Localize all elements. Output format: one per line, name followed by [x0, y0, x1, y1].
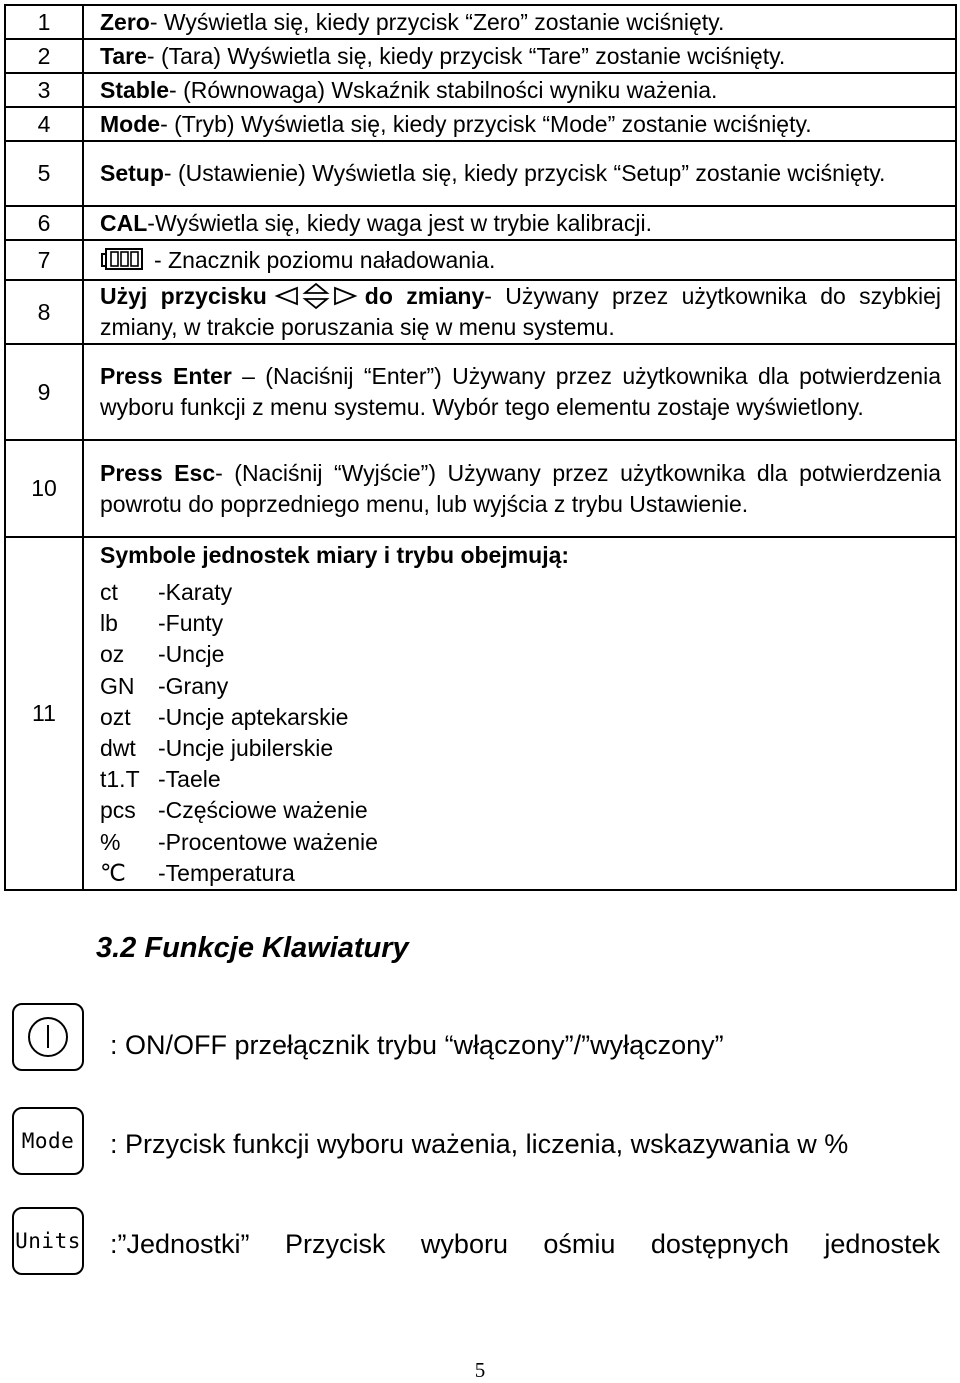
term-explanation: - (Naciśnij “Wyjście”) Używany przez użytkownika dla potwierdzenia powrotu do poprzedniego menu, lub wyjścia z trybu Ustawienie. — [100, 459, 941, 517]
unit-description: -Grany — [158, 672, 229, 699]
row-number: 9 — [5, 344, 83, 440]
term-explanation: - (Tara) Wyświetla się, kiedy przycisk “Tare” zostanie wciśnięty. — [146, 42, 786, 69]
row-number: 5 — [5, 141, 83, 206]
term-explanation: - Używany przez użytkownika do szybkiej zmiany, w trakcie poruszania się w menu systemu. — [100, 283, 941, 340]
term: CAL — [100, 209, 148, 236]
term-explanation: – (Naciśnij “Enter”) Używany przez użytkownika dla potwierdzenia wyboru funkcji z menu systemu. Wybór tego elementu zostaje wyświetlony. — [100, 363, 941, 420]
term: Stable — [100, 76, 170, 103]
term-explanation: - Znacznik poziomu naładowania. — [154, 246, 496, 273]
term-explanation: - (Tryb) Wyświetla się, kiedy przycisk “Mode” zostanie wciśnięty. — [160, 110, 812, 137]
unit-symbol: ozt — [100, 703, 131, 730]
row-description — [83, 206, 956, 240]
table-row — [5, 73, 956, 107]
row-description — [83, 440, 956, 537]
display-symbols-table — [4, 4, 957, 891]
unit-symbol: pcs — [100, 797, 136, 824]
mode-key-label: Mode — [21, 1129, 75, 1153]
term-explanation: - (Równowaga) Wskaźnik stabilności wyniku ważenia. — [169, 76, 718, 103]
mode-key — [12, 1107, 84, 1175]
row-number: 2 — [5, 39, 83, 73]
row-description — [83, 5, 956, 39]
term-explanation: -Wyświetla się, kiedy waga jest w trybie kalibracji. — [147, 209, 652, 236]
unit-symbol: dwt — [100, 735, 136, 762]
list-item — [100, 795, 941, 826]
term: Press Esc — [100, 459, 216, 486]
power-icon — [25, 1014, 71, 1060]
row-number: 4 — [5, 107, 83, 141]
list-item — [100, 702, 941, 733]
list-item — [100, 639, 941, 670]
table-row — [5, 206, 956, 240]
row-number: 8 — [5, 280, 83, 344]
unit-description: -Funty — [158, 610, 224, 637]
units-key-label: Units — [15, 1229, 81, 1253]
unit-description: -Procentowe ważenie — [158, 828, 378, 855]
unit-description: -Temperatura — [158, 859, 295, 886]
row-description — [83, 280, 956, 344]
unit-symbol: ct — [100, 579, 118, 605]
unit-symbol: lb — [100, 610, 118, 637]
row-description — [83, 537, 956, 890]
list-item — [100, 577, 941, 608]
row-description — [83, 141, 956, 206]
power-key — [12, 1003, 84, 1071]
unit-description: -Taele — [158, 766, 221, 793]
row-number: 10 — [5, 440, 83, 537]
term: Setup — [100, 160, 164, 186]
unit-symbol: t1.T — [100, 766, 140, 793]
table-row — [5, 440, 956, 537]
row-description — [83, 240, 956, 280]
table-row — [5, 5, 956, 39]
row-description — [83, 39, 956, 73]
table-row — [5, 344, 956, 440]
units-key-description: :”Jednostki” Przycisk wyboru ośmiu dostępnych jednostek — [110, 1229, 940, 1259]
unit-description: -Uncje — [158, 641, 225, 668]
table-row — [5, 280, 956, 344]
page-number: 5 — [474, 1358, 486, 1382]
list-item — [100, 858, 941, 889]
table-row — [5, 537, 956, 890]
term-explanation: - (Ustawienie) Wyświetla się, kiedy przycisk “Setup” zostanie wciśnięty. — [163, 160, 886, 186]
term: Mode — [100, 110, 161, 137]
term: Użyj przycisku — [100, 283, 267, 309]
term: Press Enter — [100, 363, 232, 389]
navigation-arrows-icon — [273, 282, 359, 310]
row-description — [83, 344, 956, 440]
list-item — [100, 827, 941, 858]
unit-description: -Uncje aptekarskie — [158, 703, 349, 730]
row-number: 1 — [5, 5, 83, 39]
table-row — [5, 107, 956, 141]
row-number: 7 — [5, 240, 83, 280]
row-description — [83, 73, 956, 107]
list-item — [100, 608, 941, 639]
list-item — [100, 764, 941, 795]
list-item — [100, 671, 941, 702]
row-description — [83, 107, 956, 141]
section-title: 3.2 Funkcje Klawiatury — [96, 932, 409, 964]
units-heading: Symbole jednostek miary i trybu obejmują: — [100, 542, 570, 568]
table-row — [5, 39, 956, 73]
unit-symbol: % — [100, 828, 121, 855]
table-row — [5, 240, 956, 280]
unit-symbol: oz — [100, 641, 125, 668]
term: Zero — [100, 8, 150, 35]
term-explanation: - Wyświetla się, kiedy przycisk “Zero” zostanie wciśnięty. — [149, 8, 725, 35]
unit-description: -Karaty — [158, 579, 233, 605]
row-number: 11 — [5, 537, 83, 890]
table-row — [5, 141, 956, 206]
unit-description: -Częściowe ważenie — [158, 797, 368, 824]
units-list — [100, 577, 941, 889]
row-number: 3 — [5, 73, 83, 107]
term: Tare — [100, 42, 147, 69]
unit-symbol: GN — [100, 672, 135, 699]
list-item — [100, 733, 941, 764]
mode-key-description: : Przycisk funkcji wyboru ważenia, liczenia, wskazywania w % — [110, 1129, 849, 1159]
unit-symbol: ℃ — [100, 859, 126, 886]
battery-level-icon — [100, 246, 144, 272]
row-number: 6 — [5, 206, 83, 240]
term: do zmiany — [364, 283, 485, 309]
unit-description: -Uncje jubilerskie — [158, 735, 334, 762]
power-key-description: : ON/OFF przełącznik trybu “włączony”/”wyłączony” — [110, 1030, 724, 1060]
units-key — [12, 1207, 84, 1275]
